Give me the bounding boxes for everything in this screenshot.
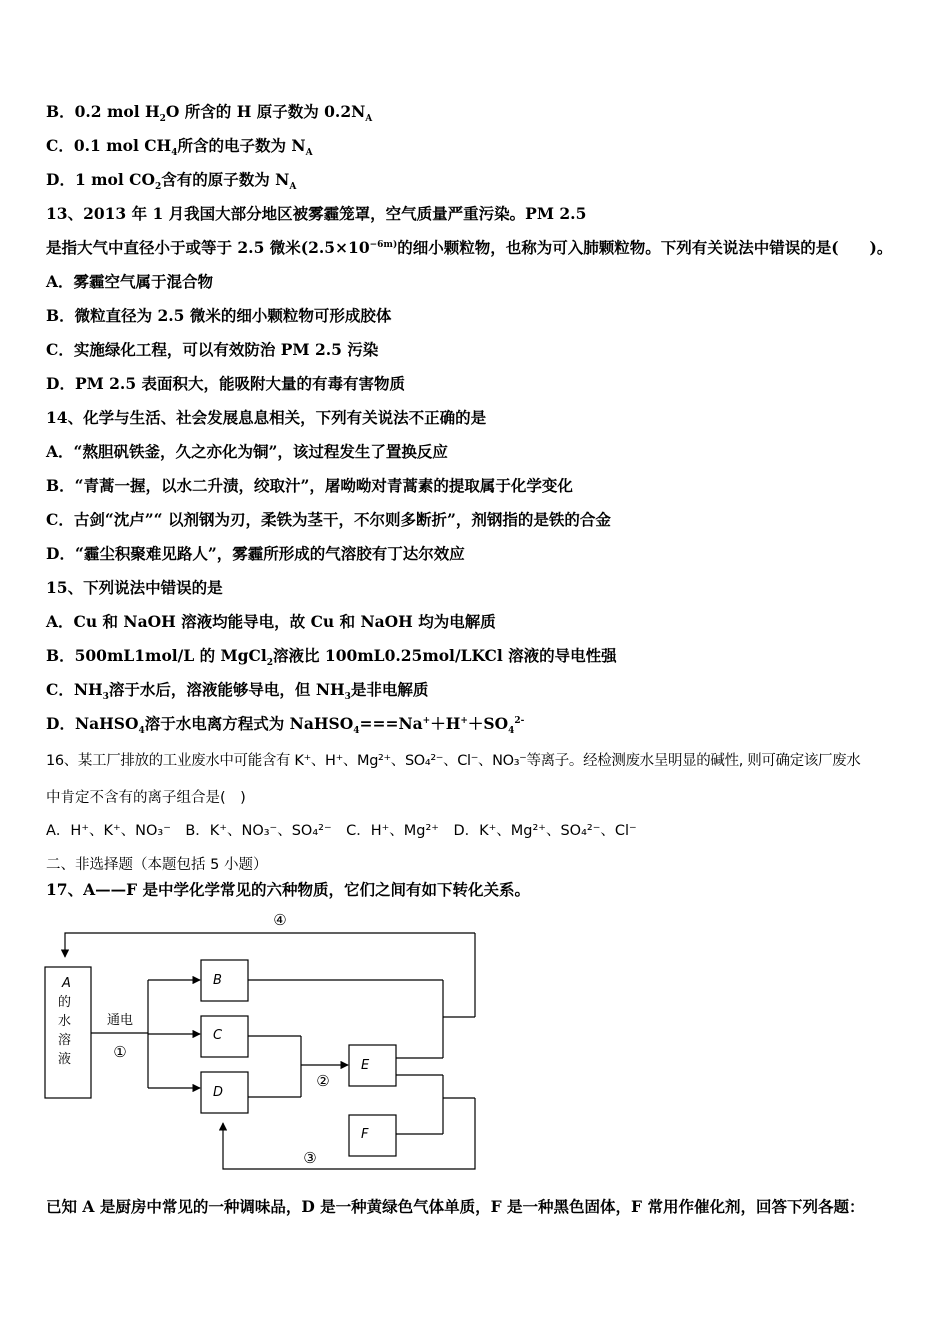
electrolysis-label: 通电 (106, 1013, 134, 1028)
q13-stem-line2: 是指大气中直径小于或等于 2.5 微米($2.5\times 10^{-6m)}$的细小颗粒物，也称为可入肺颗粒物。下列有关说法中错误的是( )。 (46, 238, 893, 257)
q13-option-c: C．实施绿化工程，可以有效防治 PM 2.5 污染 (46, 340, 379, 359)
conversion-diagram (40, 905, 490, 1180)
box-b (201, 960, 248, 1001)
box-a-char-1: A (62, 976, 71, 991)
q16-options: A．H⁺、K⁺、NO₃⁻ B．K⁺、NO₃⁻、SO₄²⁻ C．H⁺、Mg²⁺ D．K⁺、Mg²⁺、SO₄²⁻、Cl⁻ (46, 823, 637, 839)
box-e-label: E (361, 1058, 370, 1073)
q12-option-c: C．0.1 mol $CH_4$所含的电子数为 $N_A$ (46, 136, 313, 159)
box-d-label: D (213, 1085, 224, 1100)
q13-option-d: D．PM 2.5 表面积大，能吸附大量的有毒有害物质 (46, 374, 406, 393)
q15-option-c: C．$NH_3$溶于水后，溶液能够导电，但 $NH_3$是非电解质 (46, 680, 429, 703)
step-4-label: ④ (273, 911, 287, 929)
box-f (349, 1115, 396, 1156)
q14-option-d: D．“霾尘积聚难见路人”，雾霾所形成的气溶胶有丁达尔效应 (46, 544, 465, 563)
box-a-char-5: 液 (58, 1052, 72, 1067)
step-3-label: ③ (303, 1149, 317, 1167)
q14-stem: 14、化学与生活、社会发展息息相关，下列有关说法不正确的是 (46, 408, 487, 427)
box-d (201, 1072, 248, 1113)
q16-stem-line1: 16、某工厂排放的工业废水中可能含有 K⁺、H⁺、Mg²⁺、SO₄²⁻、Cl⁻、NO₃⁻等离子。经检测废水呈明显的碱性, 则可确定该厂废水 (46, 753, 861, 769)
q17-known-conditions: 已知 A 是厨房中常见的一种调味品，D 是一种黄绿色气体单质，F 是一种黑色固体，F 常用作催化剂，回答下列各题： (46, 1197, 865, 1216)
q12-option-b: B．0.2 mol $H_2O$ 所含的 H 原子数为 $0.2N_A$ (46, 102, 373, 125)
box-e (349, 1045, 396, 1086)
q14-option-a: A．“熬胆矾铁釜，久之亦化为铜”，该过程发生了置换反应 (46, 442, 448, 461)
box-c-label: C (213, 1028, 223, 1043)
q14-option-c: C．古剑“沈卢”“ 以剂钢为刃，柔铁为茎干，不尔则多断折”，剂钢指的是铁的合金 (46, 510, 611, 529)
q15-option-a: A．Cu 和 NaOH 溶液均能导电，故 Cu 和 NaOH 均为电解质 (46, 612, 496, 631)
q15-option-b: B．500mL1mol/L 的 MgCl$_2$溶液比 100mL0.25mol/LKCl 溶液的导电性强 (46, 646, 617, 669)
q12-option-d: D．1 mol $CO_2$含有的原子数为 $N_A$ (46, 170, 297, 193)
q14-option-b: B．“青蒿一握，以水二升渍，绞取汁”，屠呦呦对青蒿素的提取属于化学变化 (46, 476, 573, 495)
step-1-label: ① (113, 1043, 127, 1061)
q17-stem: 17、A——F 是中学化学常见的六种物质，它们之间有如下转化关系。 (46, 880, 530, 899)
q15-option-d: D．NaHSO$_4$溶于水电离方程式为 $NaHSO_4===Na^++H^++SO_4^{2-}$ (46, 714, 525, 737)
q15-stem: 15、下列说法中错误的是 (46, 578, 223, 597)
box-f-label: F (361, 1127, 369, 1142)
box-a-char-3: 水 (58, 1014, 72, 1029)
q16-stem-line2: 中肯定不含有的离子组合是( ) (46, 790, 246, 806)
step-2-label: ② (316, 1072, 330, 1090)
q13-option-a: A．雾霾空气属于混合物 (46, 272, 214, 291)
loop-4-line (65, 933, 475, 957)
box-a-char-4: 溶 (58, 1033, 72, 1048)
section-two-heading: 二、非选择题（本题包括 5 小题） (46, 857, 268, 873)
box-b-label: B (213, 973, 222, 988)
box-a-char-2: 的 (58, 995, 72, 1010)
q13-stem-line1: 13、2013 年 1 月我国大部分地区被雾霾笼罩，空气质量严重污染。PM 2.5 (46, 204, 587, 223)
q13-option-b: B．微粒直径为 2.5 微米的细小颗粒物可形成胶体 (46, 306, 392, 325)
box-c (201, 1016, 248, 1057)
